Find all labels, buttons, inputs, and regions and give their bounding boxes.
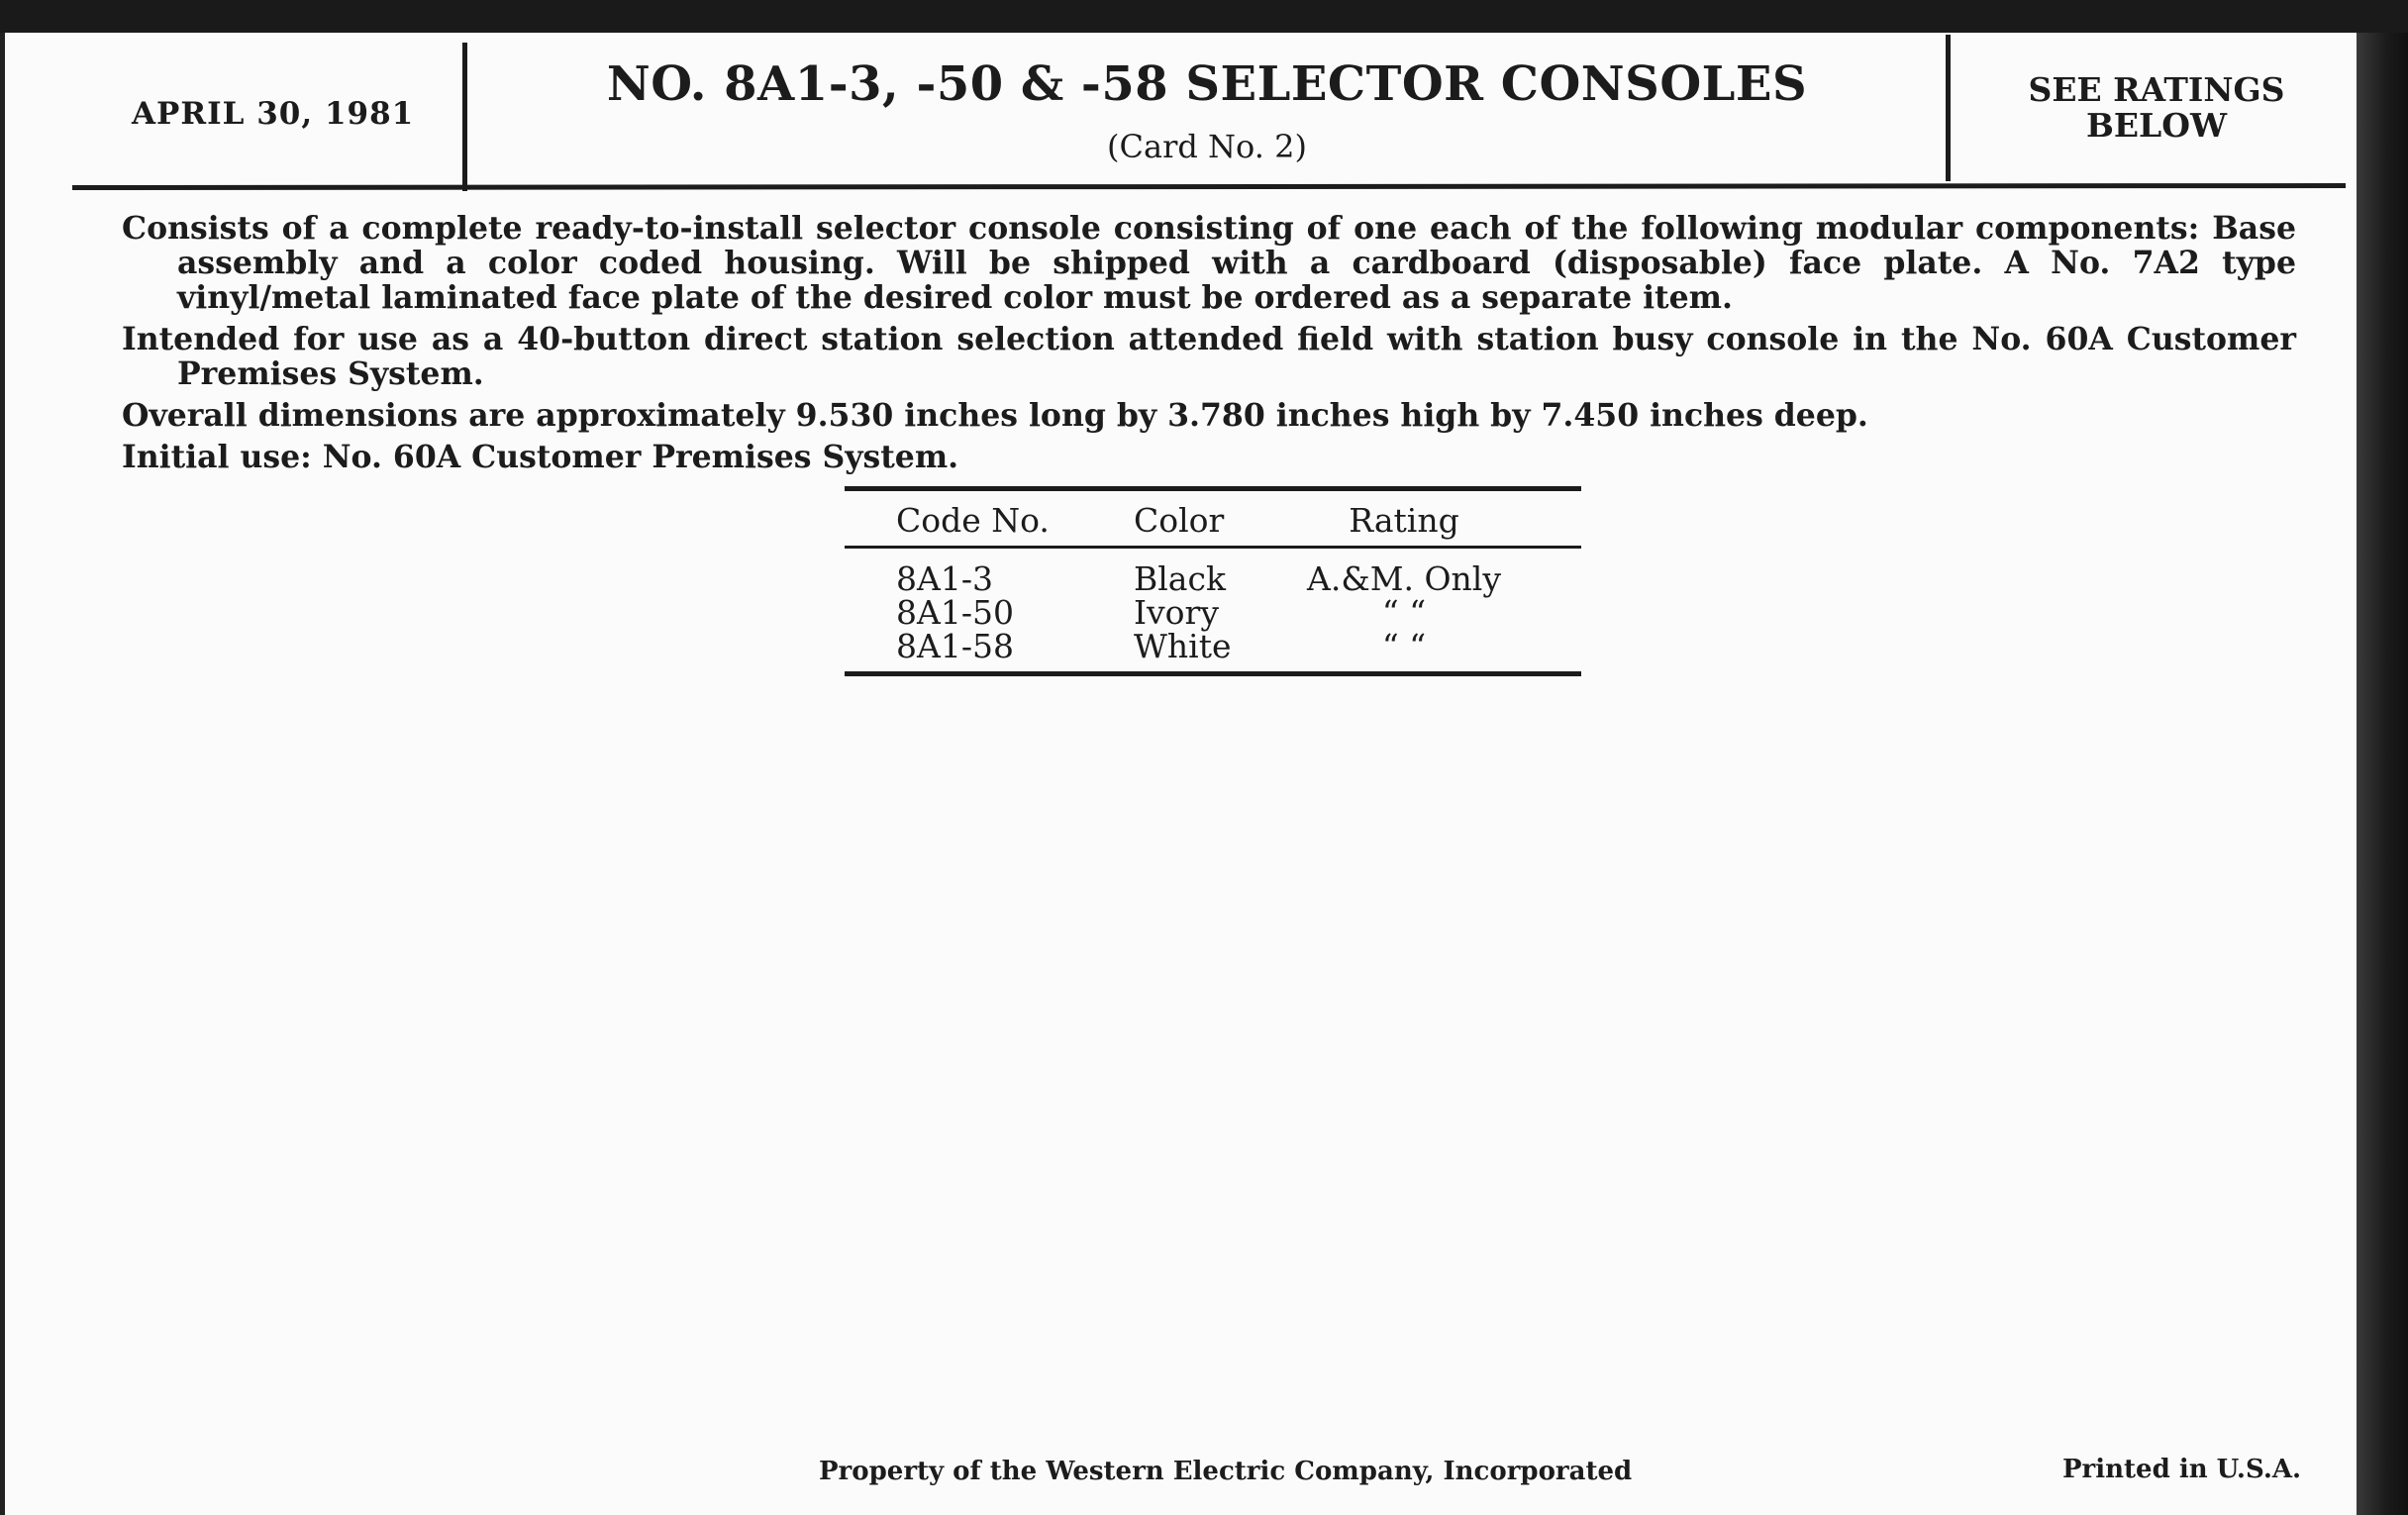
ratings-note-line1: SEE RATINGS xyxy=(2028,70,2285,109)
issue-date: APRIL 30, 1981 xyxy=(132,96,415,132)
ratings-note xyxy=(1952,72,2361,144)
printed-notice: Printed in U.S.A. xyxy=(2062,1455,2302,1484)
cell-color: White xyxy=(1134,627,1232,665)
header-divider-left xyxy=(462,43,467,191)
cell-rating: A.&M. Only xyxy=(1307,559,1501,598)
cell-rating: “ “ xyxy=(1381,627,1427,665)
card-subtitle: (Card No. 2) xyxy=(1107,128,1307,165)
cell-code: 8A1-50 xyxy=(896,593,1014,632)
property-notice: Property of the Western Electric Company, Incorporated xyxy=(819,1457,1633,1486)
table-row xyxy=(845,627,1581,665)
table-row xyxy=(845,593,1581,632)
paragraph-initial-use: Initial use: No. 60A Customer Premises System. xyxy=(122,439,959,475)
table-row xyxy=(845,559,1581,598)
header-divider-right xyxy=(1946,35,1951,181)
paragraph-intended-use: Intended for use as a 40-button direct station selection attended field with station busy console in the No. 60A Customer Premises System. xyxy=(122,321,2296,392)
cell-color: Black xyxy=(1134,559,1226,598)
ratings-note-line2: BELOW xyxy=(2085,106,2228,145)
card-title: NO. 8A1-3, -50 & -58 SELECTOR CONSOLES xyxy=(606,56,1808,112)
ratings-table xyxy=(845,486,1581,676)
description-body xyxy=(122,211,2296,481)
card-header xyxy=(5,33,2361,191)
cell-code: 8A1-3 xyxy=(896,559,993,598)
cell-code: 8A1-58 xyxy=(896,627,1014,665)
table-body xyxy=(845,549,1581,663)
table-rule-bottom xyxy=(845,671,1581,676)
cell-rating: “ “ xyxy=(1381,593,1427,632)
cell-color: Ivory xyxy=(1134,593,1219,632)
column-header-rating: Rating xyxy=(1349,501,1459,540)
scan-edge-shadow xyxy=(2357,33,2408,1515)
column-header-color: Color xyxy=(1134,501,1225,540)
index-card xyxy=(0,33,2357,1515)
paragraph-dimensions: Overall dimensions are approximately 9.530 inches long by 3.780 inches high by 7.450 inches deep. xyxy=(122,397,1868,434)
table-header-row xyxy=(845,491,1581,546)
column-header-code: Code No. xyxy=(896,501,1050,540)
paragraph-composition: Consists of a complete ready-to-install selector console consisting of one each of the following modular components: Base assembly and a color coded housing. Will be shipped with a cardboard (disposable) face plate. A No. 7A2 type vinyl/metal laminated face plate of the desired color must be ordered as a separate item. xyxy=(122,210,2296,316)
